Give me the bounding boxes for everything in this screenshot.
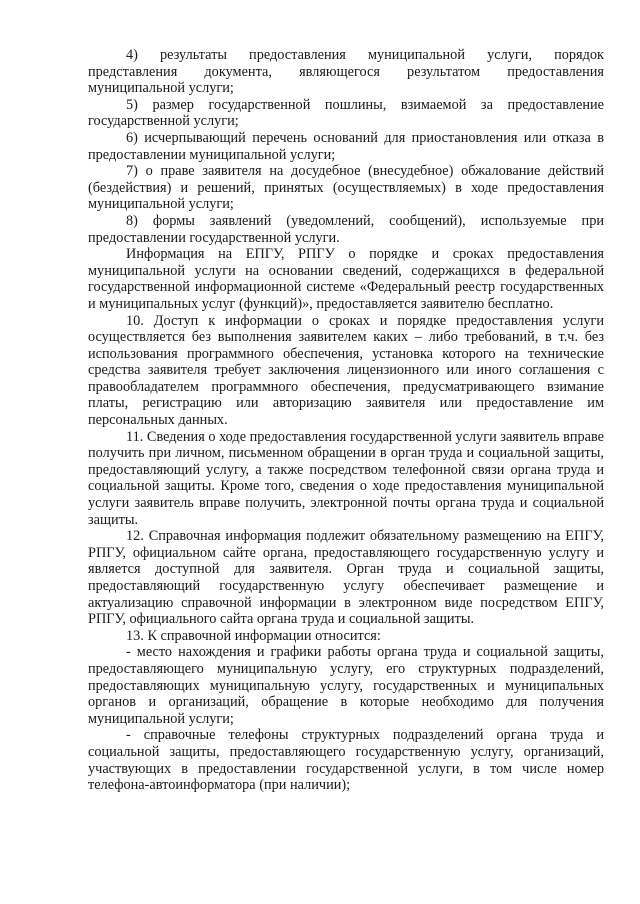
paragraph-13: 13. К справочной информации относится: [126,627,381,644]
paragraph-info-epgu: Информация на ЕПГУ, РПГУ о порядке и сроках предоставления муниципальной услуги на основании сведений, содержащихся в федеральной государственной информационной системе «Федеральный реестр государственных и муниципальных услуг (функций)», предоставляется заявителю бесплатно. [88,246,604,312]
paragraph-item-4: 4) результаты предоставления муниципальной услуги, порядок представления документа, являющегося результатом предоставления муниципальной услуги; [88,47,604,97]
document-page [88,47,604,794]
paragraph-11: 11. Сведения о ходе предоставления государственной услуги заявитель вправе получить при личном, письменном обращении в орган труда и социальной защиты, предоставляющий услугу, а также посредством телефонной связи органа труда и социальной защиты. Кроме того, сведения о ходе предоставления муниципальной услуги заявитель вправе получить, электронной почты органа труда и социальной защиты. [88,428,604,528]
paragraph-list-phones: - справочные телефоны структурных подразделений органа труда и социальной защиты, предоставляющего государственную услугу, организаций, участвующих в предоставлении государственной услуги, в том числе номер телефона-автоинформатора (при наличии); [88,727,604,794]
paragraph-item-7: 7) о праве заявителя на досудебное (внесудебное) обжалование действий (бездействия) и решений, принятых (осуществляемых) в ходе предоставления муниципальной услуги; [88,163,604,213]
paragraph-12: 12. Справочная информация подлежит обязательному размещению на ЕПГУ, РПГУ, официальном сайте органа, предоставляющего государственную услугу и является доступной для заявителя. Орган труда и социальной защиты, предоставляющий государственную услугу обеспечивает размещение и актуализацию справочной информации в электронном виде посредством ЕПГУ, РПГУ, официального сайта органа труда и социальной защиты. [88,528,604,628]
paragraph-10: 10. Доступ к информации о сроках и порядке предоставления услуги осуществляется без выполнения заявителем каких – либо требований, в т.ч. без использования программного обеспечения, установка которого на технические средства заявителя требует заключения лицензионного или иного соглашения с правообладателем программного обеспечения, предусматривающего взимание платы, регистрацию или авторизацию заявителя или предоставление им персональных данных. [88,312,604,429]
paragraph-item-8: 8) формы заявлений (уведомлений, сообщений), используемые при предоставлении государственной услуги. [88,212,604,246]
paragraph-item-6: 6) исчерпывающий перечень оснований для приостановления или отказа в предоставлении муниципальной услуги; [88,129,604,163]
paragraph-item-5: 5) размер государственной пошлины, взимаемой за предоставление государственной услуги; [88,96,604,130]
paragraph-list-location: - место нахождения и графики работы органа труда и социальной защиты, предоставляющего муниципальную услугу, его структурных подразделений, предоставляющих муниципальную услугу, государственных и муниципальных органов и организаций, обращение в которые необходимо для получения муниципальной услуги; [88,644,604,727]
